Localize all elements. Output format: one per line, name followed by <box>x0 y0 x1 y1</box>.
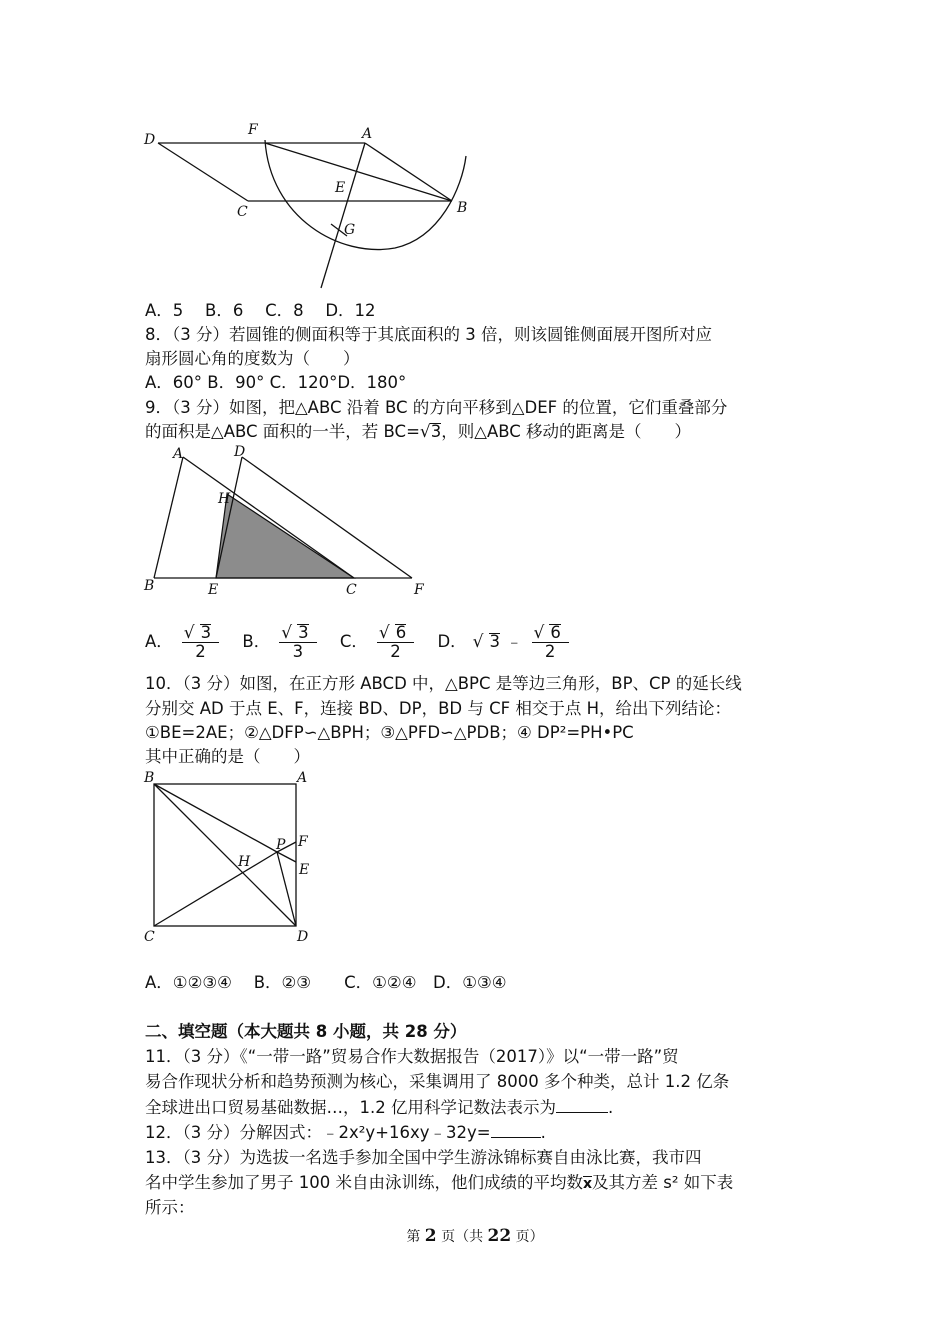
q9-option-d-label: D． <box>437 632 467 651</box>
q12-line-1 <box>145 1121 546 1145</box>
q7-label-g: G <box>344 222 356 238</box>
q10-line-4: 其中正确的是（ ） <box>145 747 310 766</box>
q9-option-c-label: C． <box>339 632 368 651</box>
q9-option-c-radicand: 6 <box>395 623 407 642</box>
section-2-heading: 二、填空题（本大题共 8 小题，共 28 分） <box>145 1022 467 1041</box>
q11-line-3-end: . <box>608 1098 614 1117</box>
q7-label-c: C <box>237 204 248 220</box>
q9-label-a: A <box>173 446 184 462</box>
q9-option-c-fraction: $\frac{√ 6}{2}$ <box>377 624 420 661</box>
q9-line-2-after: ，则△ABC 移动的距离是（ ） <box>441 422 692 441</box>
q9-line-2-before: 的面积是△ABC 面积的一半，若 BC= <box>145 422 420 441</box>
q9-option-b-radicand: 3 <box>298 623 309 642</box>
q10-label-p: P <box>276 837 286 853</box>
q7-options: A．5 B．6 C．8 D．12 <box>145 301 376 320</box>
q8-line-1: 8．（3 分）若圆锥的侧面积等于其底面积的 3 倍，则该圆锥侧面展开图所对应 <box>145 325 712 344</box>
q10-line-3: ①BE=2AE；②△DFP∽△BPH；③△PFD∽△PDB；④ DP²=PH•PC <box>145 723 634 742</box>
q7-figure <box>140 118 480 293</box>
q12-line-1-end: . <box>540 1123 546 1142</box>
q11-answer-blank <box>556 1096 608 1113</box>
q9-option-a-label: A． <box>145 632 173 651</box>
q13-line-3: 所示： <box>145 1198 195 1217</box>
q12-answer-blank <box>491 1121 541 1138</box>
q10-label-h: H <box>238 854 251 870</box>
q10-label-f: F <box>298 834 308 850</box>
q11-line-3 <box>145 1096 613 1120</box>
q11-line-1: 11．（3 分）《“一带一路”贸易合作大数据报告（2017）》以“一带一路”贸 <box>145 1047 679 1066</box>
q9-option-a-radicand: 3 <box>200 623 212 642</box>
q9-option-b-fraction: $\frac{√ 3}{3}$ <box>279 624 322 661</box>
q9-option-b-denominator: 3 <box>292 642 304 661</box>
q9-options <box>145 622 587 662</box>
q7-label-b: B <box>457 200 468 216</box>
q9-option-a-denominator: 2 <box>195 642 206 661</box>
q11-line-2: 易合作现状分析和趋势预测为核心，采集调用了 8000 多个种类，总计 1.2 亿条 <box>145 1072 730 1091</box>
footer-total-pages: 22 <box>487 1226 512 1246</box>
q9-line-1: 9．（3 分）如图，把△ABC 沿着 BC 的方向平移到△DEF 的位置，它们重叠部分 <box>145 398 728 417</box>
q10-line-1: 10．（3 分）如图，在正方形 ABCD 中，△BPC 是等边三角形，BP、CP 的延长线 <box>145 674 742 693</box>
q9-option-d-denominator: 2 <box>544 642 556 661</box>
page-footer <box>0 1226 950 1246</box>
q12-line-1-text: 12．（3 分）分解因式：﹣2x²y+16xy﹣32y= <box>145 1123 491 1142</box>
q9-option-a-fraction: $\frac{√ 3}{2}$ <box>182 624 225 661</box>
q9-option-a <box>145 623 231 661</box>
footer-page-number: 2 <box>424 1226 437 1246</box>
q13-line-2-before: 名中学生参加了男子 100 米自由泳训练，他们成绩的平均数 <box>145 1173 583 1192</box>
q9-label-d: D <box>234 444 246 460</box>
q10-label-c: C <box>144 929 155 945</box>
q8-options: A．60° B．90° C．120°D．180° <box>145 373 407 392</box>
q7-label-d: D <box>144 132 156 148</box>
q9-option-b <box>242 623 328 661</box>
q13-line-2 <box>145 1171 733 1195</box>
footer-middle: 页（共 <box>436 1229 488 1245</box>
footer-prefix: 第 <box>406 1229 425 1245</box>
q9-line-2: 的面积是△ABC 面积的一半，若 BC=√3，则△ABC 移动的距离是（ ） <box>145 422 692 442</box>
q7-label-a: A <box>362 126 373 142</box>
q10-options: A．①②③④ B．②③ C．①②④ D．①③④ <box>145 973 507 992</box>
q7-label-f: F <box>248 122 258 138</box>
q9-bc-radicand: 3 <box>430 422 442 441</box>
q11-line-3-text: 全球进出口贸易基础数据…，1.2 亿用科学记数法表示为 <box>145 1098 556 1117</box>
q7-label-e: E <box>335 180 346 196</box>
q8-line-2: 扇形圆心角的度数为（ ） <box>145 349 360 368</box>
q9-option-c <box>339 623 426 661</box>
q9-option-d-fraction: $\frac{√ 6}{2}$ <box>532 624 575 661</box>
q10-label-d: D <box>297 929 309 945</box>
q10-label-b: B <box>144 770 155 786</box>
q9-figure <box>140 442 440 602</box>
q13-line-2-after: 及其方差 s² 如下表 <box>592 1173 734 1192</box>
q9-option-d-minus: ﹣ <box>506 632 523 651</box>
q10-label-a: A <box>297 770 308 786</box>
q9-label-b: B <box>144 578 155 594</box>
q10-figure <box>140 766 330 946</box>
q9-option-d-radicand: 3 <box>489 632 500 651</box>
q13-line-1: 13．（3 分）为选拔一名选手参加全国中学生游泳锦标赛自由泳比赛，我市四 <box>145 1148 702 1167</box>
q10-label-e: E <box>299 862 310 878</box>
q9-option-d-frac-radicand: 6 <box>550 623 561 642</box>
footer-suffix: 页） <box>511 1229 544 1245</box>
q9-option-b-label: B． <box>242 632 271 651</box>
q9-label-f: F <box>414 582 424 598</box>
q9-option-d: D． √ 3 ﹣ $\frac{√ 6}{2}$ <box>437 632 580 651</box>
q9-option-c-denominator: 2 <box>390 642 401 661</box>
q9-label-e: E <box>208 582 219 598</box>
q9-label-c: C <box>346 582 357 598</box>
q10-line-2: 分别交 AD 于点 E、F，连接 BD、DP，BD 与 CF 相交于点 H，给出下列结论： <box>145 699 731 718</box>
q13-xbar: x <box>582 1176 593 1192</box>
q9-label-h: H <box>218 491 231 507</box>
